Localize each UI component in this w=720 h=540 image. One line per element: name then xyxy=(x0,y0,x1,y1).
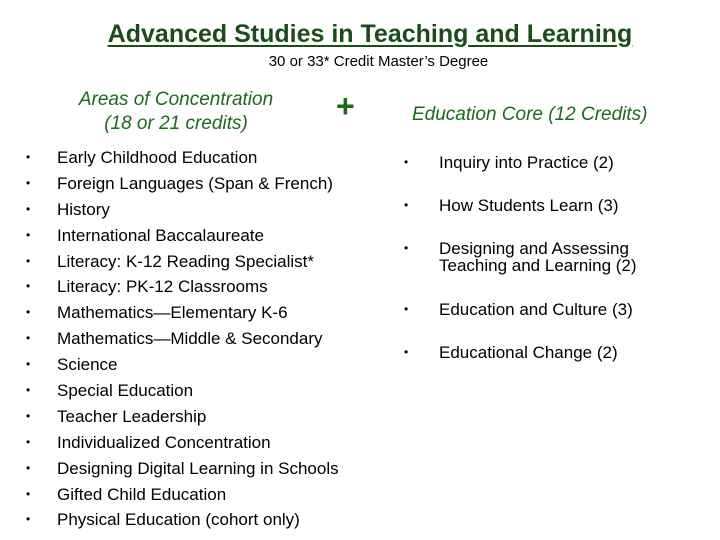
list-item xyxy=(26,507,339,533)
concentration-heading-line2: (18 or 21 credits) xyxy=(104,113,248,134)
list-item xyxy=(26,171,339,197)
list-item-label: Physical Education (cohort only) xyxy=(57,510,300,530)
list-item-label: Mathematics—Middle & Secondary xyxy=(57,329,323,349)
list-item xyxy=(26,249,339,275)
list-item xyxy=(26,326,339,352)
list-item xyxy=(26,482,339,508)
list-item-label: Science xyxy=(57,355,118,375)
concentration-heading xyxy=(56,88,296,136)
list-item-label: Foreign Languages (Span & French) xyxy=(57,173,333,193)
bullet-icon: • xyxy=(26,253,31,268)
list-item xyxy=(26,430,339,456)
list-item xyxy=(26,378,339,404)
bullet-icon: • xyxy=(26,486,31,501)
list-item xyxy=(26,145,339,171)
bullet-icon: • xyxy=(404,198,409,212)
list-item-label: Education and Culture (3) xyxy=(439,300,633,319)
list-item-label: History xyxy=(57,199,110,219)
bullet-icon: • xyxy=(404,155,409,169)
bullet-icon: • xyxy=(26,408,31,423)
list-item-label: Gifted Child Education xyxy=(57,484,227,504)
bullet-icon: • xyxy=(26,460,31,475)
list-item xyxy=(26,404,339,430)
list-item-label: Inquiry into Practice (2) xyxy=(439,153,614,172)
bullet-icon: • xyxy=(26,201,31,216)
bullet-icon: • xyxy=(26,305,31,320)
bullet-icon: • xyxy=(26,175,31,190)
concentration-list xyxy=(26,145,339,533)
list-item xyxy=(26,352,339,378)
concentration-heading-line1: Areas of Concentration xyxy=(78,89,274,110)
list-item-label: Designing and Assessing Teaching and Learning (2) xyxy=(439,239,637,275)
bullet-icon: • xyxy=(26,512,31,527)
list-item-label: Teacher Leadership xyxy=(57,406,207,426)
bullet-icon: • xyxy=(26,434,31,449)
bullet-icon: • xyxy=(26,150,31,164)
bullet-icon: • xyxy=(26,383,31,398)
bullet-icon: • xyxy=(26,227,31,242)
bullet-icon: • xyxy=(404,302,409,316)
bullet-icon: • xyxy=(404,345,409,359)
list-item xyxy=(26,456,339,482)
bullet-icon: • xyxy=(26,279,31,294)
list-item-label: Educational Change (2) xyxy=(439,343,618,362)
list-item-label: Individualized Concentration xyxy=(57,432,271,452)
list-item-label: Special Education xyxy=(57,381,194,401)
bullet-icon: • xyxy=(26,331,31,346)
list-item-label: Literacy: PK-12 Classrooms xyxy=(57,277,268,297)
list-item-label: How Students Learn (3) xyxy=(439,196,619,215)
plus-sign: + xyxy=(336,88,355,124)
core-heading: Education Core (12 Credits) xyxy=(412,104,648,125)
list-item xyxy=(26,223,339,249)
list-item-label: International Baccalaureate xyxy=(57,225,264,245)
list-item-label: Literacy: K-12 Reading Specialist* xyxy=(57,251,315,271)
page-title: Advanced Studies in Teaching and Learning xyxy=(107,20,633,48)
list-item xyxy=(26,274,339,300)
list-item-label: Designing Digital Learning in Schools xyxy=(57,458,339,478)
bullet-icon: • xyxy=(404,241,409,255)
list-item xyxy=(26,197,339,223)
list-item-label: Mathematics—Elementary K-6 xyxy=(57,303,288,323)
list-item xyxy=(26,300,339,326)
list-item-label: Early Childhood Education xyxy=(57,148,258,167)
bullet-icon: • xyxy=(26,357,31,372)
page-subtitle: 30 or 33* Credit Master’s Degree xyxy=(268,53,489,70)
